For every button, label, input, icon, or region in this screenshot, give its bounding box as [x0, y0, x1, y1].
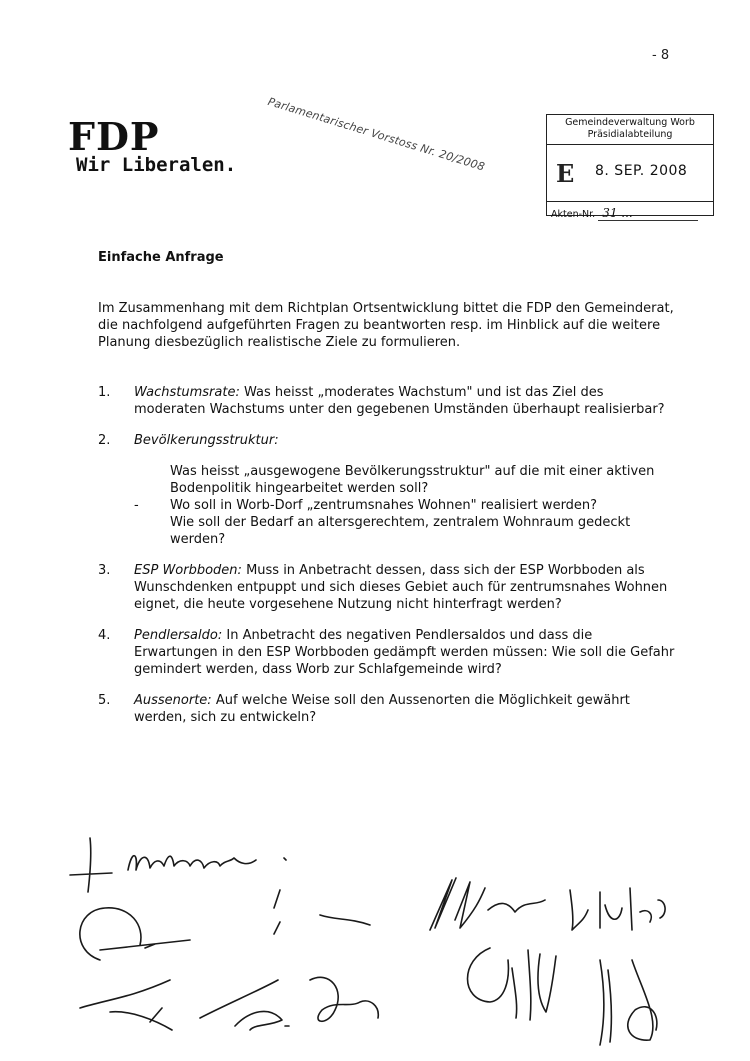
- intro-paragraph: Im Zusammenhang mit dem Richtplan Ortsentwicklung bittet die FDP den Gemeinderat, die nachfolgend aufgeführten Fragen zu beantworten resp. im Hinblick auf die weitere Planung diesbezüglich realistische Ziele zu formulieren.: [98, 301, 674, 350]
- question-title: Bevölkerungsstruktur:: [134, 433, 279, 448]
- question-item: [98, 562, 678, 613]
- stamp-org: Gemeindeverwaltung Worb: [565, 117, 695, 128]
- signature-6: [80, 980, 172, 1030]
- stamp-file-value: 31 ...: [598, 206, 698, 221]
- fdp-logo: [68, 114, 237, 176]
- signature-1: [70, 838, 286, 892]
- logo-name: FDP: [68, 114, 160, 159]
- question-text: Muss in Anbetracht dessen, dass sich der ESP Worbboden als Wunschdenken entpuppt und sich dieses Gebiet auch für zentrumsnahes Wohnen eignet, die heute vorgesehene Nutzung nicht hinterfragt werden?: [134, 563, 668, 612]
- question-number: 1.: [98, 385, 111, 400]
- question-title: Wachstumsrate:: [134, 385, 240, 400]
- question-text: In Anbetracht des negativen Pendlersaldos und dass die Erwartungen in den ESP Worbboden gedämpft werden müssen: Wie soll die Gefahr gemindert werden, dass Worb zur Schlafgemeinde wird?: [134, 628, 675, 677]
- stamp-dept: Präsidialabteilung: [587, 129, 673, 140]
- handwritten-signatures: [60, 830, 720, 1050]
- question-text: Was heisst „moderates Wachstum" und ist das Ziel des moderaten Wachstums unter den gegebenen Umständen überhaupt realisierbar?: [134, 385, 665, 417]
- question-list: [98, 384, 678, 740]
- received-note: Parlamentarischer Vorstoss Nr. 20/2008: [266, 95, 487, 174]
- stamp-file-label: Akten-Nr.: [551, 209, 596, 220]
- logo-tagline: Wir Liberalen.: [76, 154, 237, 176]
- question-item: [98, 432, 678, 548]
- signature-2: [80, 908, 190, 960]
- signature-10: [600, 960, 657, 1045]
- signature-9: [468, 948, 557, 1020]
- question-title: ESP Worbboden:: [134, 563, 242, 578]
- sub-question-text: Was heisst „ausgewogene Bevölkerungsstruktur" auf die mit einer aktiven Bodenpolitik hingearbeitet werden soll?: [170, 464, 655, 496]
- stamp-header: [547, 115, 713, 145]
- question-title: Aussenorte:: [134, 693, 212, 708]
- receipt-stamp: [546, 114, 714, 220]
- signature-8: [310, 977, 378, 1021]
- sub-question-dash: -: [134, 498, 139, 513]
- page-number: - 8: [652, 48, 670, 63]
- question-number: 5.: [98, 693, 111, 708]
- signature-3: [274, 890, 370, 934]
- sub-question: [170, 463, 678, 497]
- stamp-date-area: [547, 145, 713, 202]
- question-number: 2.: [98, 433, 111, 448]
- question-item: [98, 627, 678, 678]
- sub-question: [170, 514, 678, 548]
- question-title: Pendlersaldo:: [134, 628, 223, 643]
- sub-question: [134, 497, 678, 514]
- sub-question-text: Wie soll der Bedarf an altersgerechtem, zentralem Wohnraum gedeckt werden?: [170, 515, 631, 547]
- stamp-date: 8. SEP. 2008: [595, 163, 688, 179]
- sub-question-list: [134, 463, 678, 548]
- question-number: 3.: [98, 563, 111, 578]
- question-item: [98, 384, 678, 418]
- signature-5: [570, 888, 665, 930]
- signatures-block: [60, 830, 720, 1050]
- question-text: Auf welche Weise soll den Aussenorten die Möglichkeit gewährt werden, sich zu entwickeln?: [134, 693, 630, 725]
- stamp-file-number: [547, 202, 713, 225]
- signature-4: [430, 878, 545, 930]
- document-title: Einfache Anfrage: [98, 250, 224, 265]
- signature-7: [200, 980, 289, 1030]
- question-number: 4.: [98, 628, 111, 643]
- question-item: [98, 692, 678, 726]
- stamp-mark: E: [556, 159, 575, 188]
- sub-question-text: Wo soll in Worb-Dorf „zentrumsnahes Wohnen" realisiert werden?: [170, 498, 598, 513]
